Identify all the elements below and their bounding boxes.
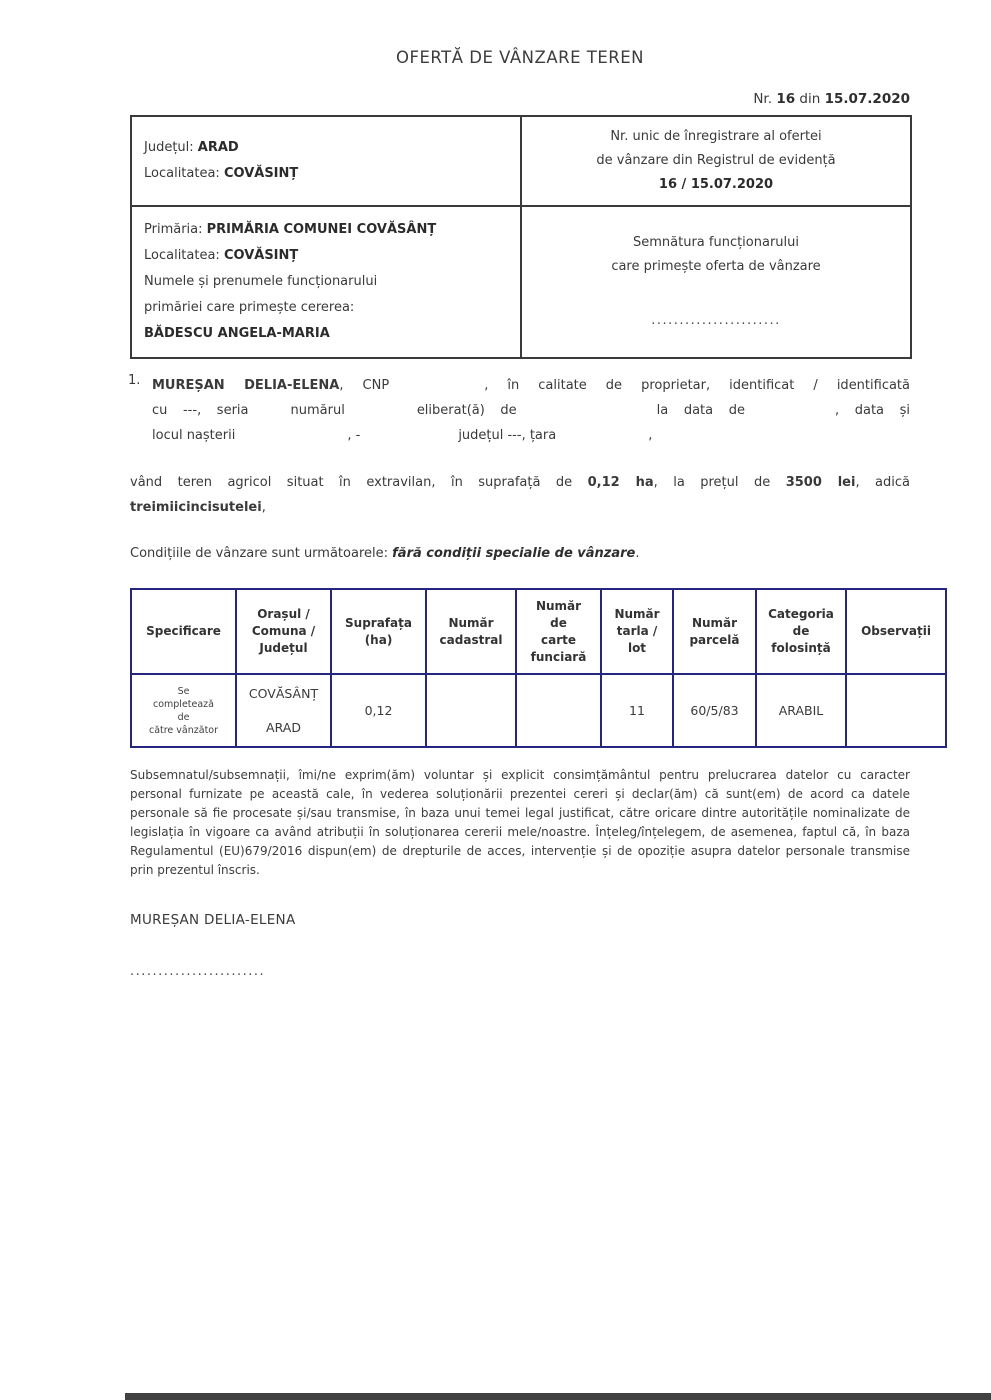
sale-line-1: vând teren agricol situat în extravilan, în suprafață de 0,12 ha, la prețul de 3500 lei, adică (130, 475, 910, 490)
judet-localitate-cell (131, 116, 521, 206)
cell-oras-judet (236, 674, 331, 747)
cell-specificare: Se completează de către vânzător (131, 674, 236, 747)
semnatura-line2: care primește oferta de vânzare (611, 259, 821, 274)
sale-area: 0,12 ha (587, 475, 654, 490)
seria-blank-field (249, 413, 291, 414)
cell-carte-funciara (516, 674, 601, 747)
cell-suprafata: 0,12 (331, 674, 426, 747)
header-categoria-folosinta: Categoria de folosință (756, 589, 846, 674)
item-number: 1. (128, 373, 141, 388)
declaration-line-3: locul nașterii , - județul ---, țara , (152, 428, 653, 443)
reg-din: din (799, 91, 821, 107)
sale-line-2: treimiicincisutelei, (130, 500, 266, 515)
reg-cell-line2: de vânzare din Registrul de evidență (596, 153, 836, 168)
cell-tarla-lot: 11 (601, 674, 673, 747)
header-numar-cadastral: Număr cadastral (426, 589, 516, 674)
sale-price: 3500 lei (785, 475, 856, 490)
registration-number-line (130, 91, 910, 107)
signature-name: MUREȘAN DELIA-ELENA (130, 912, 296, 928)
header-parcela: Număr parcelă (673, 589, 756, 674)
declaration-paragraph (128, 373, 911, 448)
reg-cell-line3: 16 / 15.07.2020 (658, 177, 774, 192)
primaria-line: Primăria: PRIMĂRIA COMUNEI COVĂSÂNȚ (144, 222, 437, 237)
tara-blank-field (556, 438, 648, 439)
localitate2-line: Localitatea: COVĂSINȚ (144, 248, 299, 263)
header-oras-comuna-judet: Orașul / Comuna / Județul (236, 589, 331, 674)
sale-amount-words: treimiicincisutelei (130, 500, 262, 515)
cnp-blank-field (389, 388, 484, 389)
cell-parcela: 60/5/83 (673, 674, 756, 747)
conditions-line: Condițiile de vânzare sunt următoarele: fără condiții specialie de vânzare. (130, 546, 640, 561)
semnatura-line1: Semnătura funcționarului (632, 235, 800, 250)
primaria-value: PRIMĂRIA COMUNEI COVĂSÂNȚ (206, 222, 437, 237)
header-tarla-lot: Număr tarla / lot (601, 589, 673, 674)
cell-oras: COVĂSÂNȚ (248, 685, 319, 701)
loc-nastere-blank-field (235, 438, 347, 439)
signature-dots: ........................ (130, 964, 266, 979)
data-blank-field (745, 413, 835, 414)
header-table-row-2 (131, 206, 911, 358)
eliberat-blank-field (517, 413, 657, 414)
functionar-line1: Numele și prenumele funcționarului (144, 274, 378, 289)
land-table-data-row (131, 674, 946, 747)
judet-line: Județul: ARAD (144, 140, 239, 155)
judet-value: ARAD (197, 140, 239, 155)
reg-cell-line1: Nr. unic de înregistrare al ofertei (610, 129, 822, 144)
reg-date: 15.07.2020 (824, 91, 910, 107)
consent-paragraph: Subsemnatul/subsemnații, îmi/ne exprim(ăm) voluntar și explicit consimțământul pentru prelucrarea datelor cu caracter personal furnizate pe această cale, în vederea soluționării prezentei cereri și declar(ăm) că sunt(em) de acord ca datele personale să fie procesate și/sau transmise, în baza unui temei legal justificat, către oricare dintre autoritățile nominalizate de legislația în vigoare ca având atribuții în soluționarea cererii mele/noastre. Înțeleg/înțelegem, de asemenea, faptul că, în baza Regulamentul (EU)679/2016 dispun(em) de drepturile de acces, intervenție și de opoziție asupra datelor personale transmise prin prezentul înscris. (130, 768, 910, 877)
localitate2-value: COVĂSINȚ (223, 248, 299, 263)
semnatura-cell (521, 206, 911, 358)
localitate-value: COVĂSINȚ (223, 166, 299, 181)
land-table-header-row (131, 589, 946, 674)
cell-categoria: ARABIL (756, 674, 846, 747)
header-observatii: Observații (846, 589, 946, 674)
land-details-table (130, 588, 947, 748)
registration-cell (521, 116, 911, 206)
semnatura-dots: ....................... (651, 313, 781, 328)
cell-numar-cadastral (426, 674, 516, 747)
header-carte-funciara: Număr de carte funciară (516, 589, 601, 674)
functionar-line2: primăriei care primește cererea: (144, 300, 355, 315)
owner-name: MUREȘAN DELIA-ELENA (152, 378, 340, 393)
judet-blank-field (360, 438, 458, 439)
scan-edge-artifact (125, 1393, 991, 1400)
conditions-value: fără condiții specialie de vânzare (392, 546, 636, 561)
declaration-line-1: MUREȘAN DELIA-ELENA, CNP , în calitate de proprietar, identificat / identificată (152, 378, 911, 393)
cell-judet: ARAD (266, 719, 301, 735)
header-suprafata: Suprafața (ha) (331, 589, 426, 674)
reg-prefix: Nr. (753, 91, 773, 107)
header-specificare: Specificare (131, 589, 236, 674)
functionar-name: BĂDESCU ANGELA-MARIA (144, 326, 330, 341)
document-content (128, 0, 931, 979)
numar-blank-field (345, 413, 417, 414)
localitate-line: Localitatea: COVĂSINȚ (144, 166, 299, 181)
declaration-line-2: cu ---, seria numărul eliberat(ă) de la data de , data și (152, 403, 910, 418)
header-table (130, 115, 912, 359)
cell-observatii (846, 674, 946, 747)
document-title: OFERTĂ DE VÂNZARE TEREN (396, 48, 644, 67)
sale-paragraph (130, 470, 910, 520)
conditions-label: Condițiile de vânzare sunt următoarele: (130, 546, 388, 561)
primaria-cell (131, 206, 521, 358)
header-table-row-1 (131, 116, 911, 206)
reg-number: 16 (776, 91, 796, 107)
